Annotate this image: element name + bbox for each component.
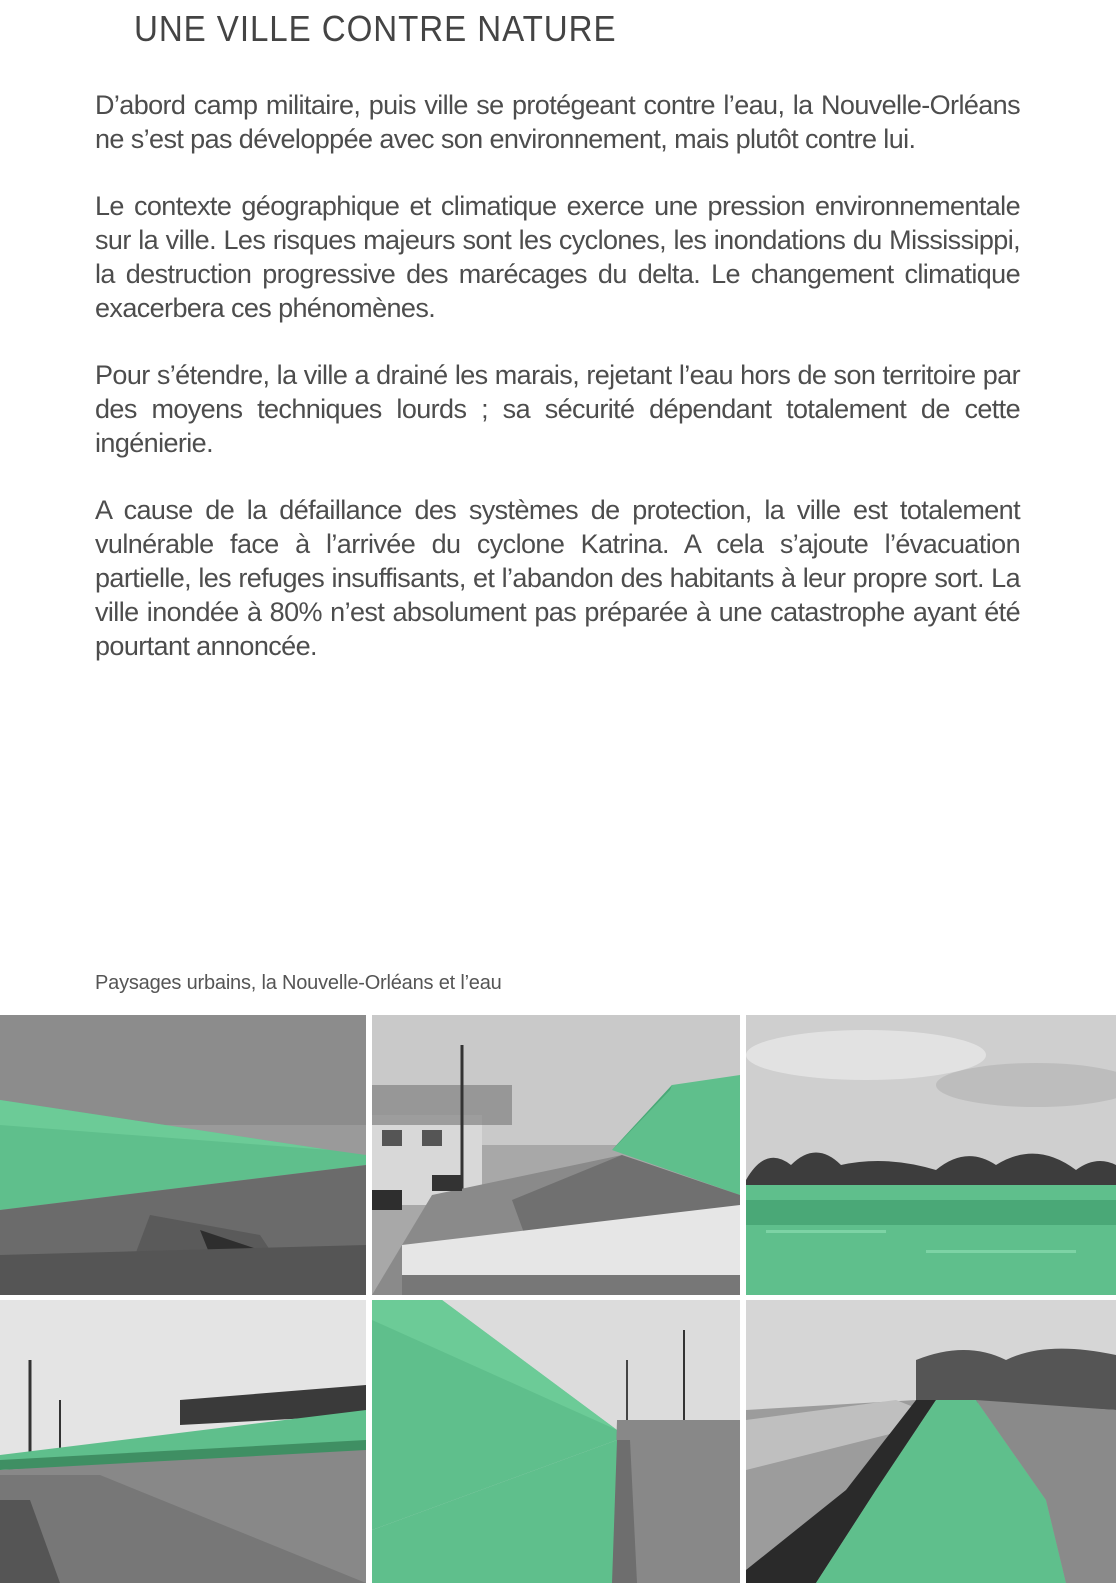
photo-green-path [746, 1300, 1116, 1583]
body-text [95, 88, 1020, 696]
paragraph: D’abord camp militaire, puis ville se protégeant contre l’eau, la Nouvelle-Orléans ne s’est pas développée avec son environnement, mais plutôt contre lui. [95, 90, 1020, 154]
paragraph: Le contexte géographique et climatique exerce une pression environnementale sur la ville. Les risques majeurs sont les cyclones, les inondations du Mississippi, la destruction progressive des marécages du delta. Le changement climatique exacerbera ces phénomènes. [95, 191, 1020, 323]
paragraph: Pour s’étendre, la ville a drainé les marais, rejetant l’eau hors de son territoire par des moyens techniques lourds ; sa sécurité dépendant totalement de cette ingénierie. [95, 360, 1020, 458]
paragraph: A cause de la défaillance des systèmes de protection, la ville est totalement vulnérable face à l’arrivée du cyclone Katrina. A cela s’ajoute l’évacuation partielle, les refuges insuffisants, et l’abandon des habitants à leur propre sort. La ville inondée à 80% n’est absolument pas préparée à une catastrophe ayant été pourtant annoncée. [95, 495, 1020, 661]
photo-street-wall [372, 1015, 740, 1295]
photo-levee-wall [0, 1015, 366, 1295]
page-title: UNE VILLE CONTRE NATURE [134, 8, 617, 49]
photo-tall-wall [372, 1300, 740, 1583]
photo-lake-trees [746, 1015, 1116, 1295]
photo-caption: Paysages urbains, la Nouvelle-Orléans et l’eau [95, 972, 502, 994]
photo-road-fence [0, 1300, 366, 1583]
